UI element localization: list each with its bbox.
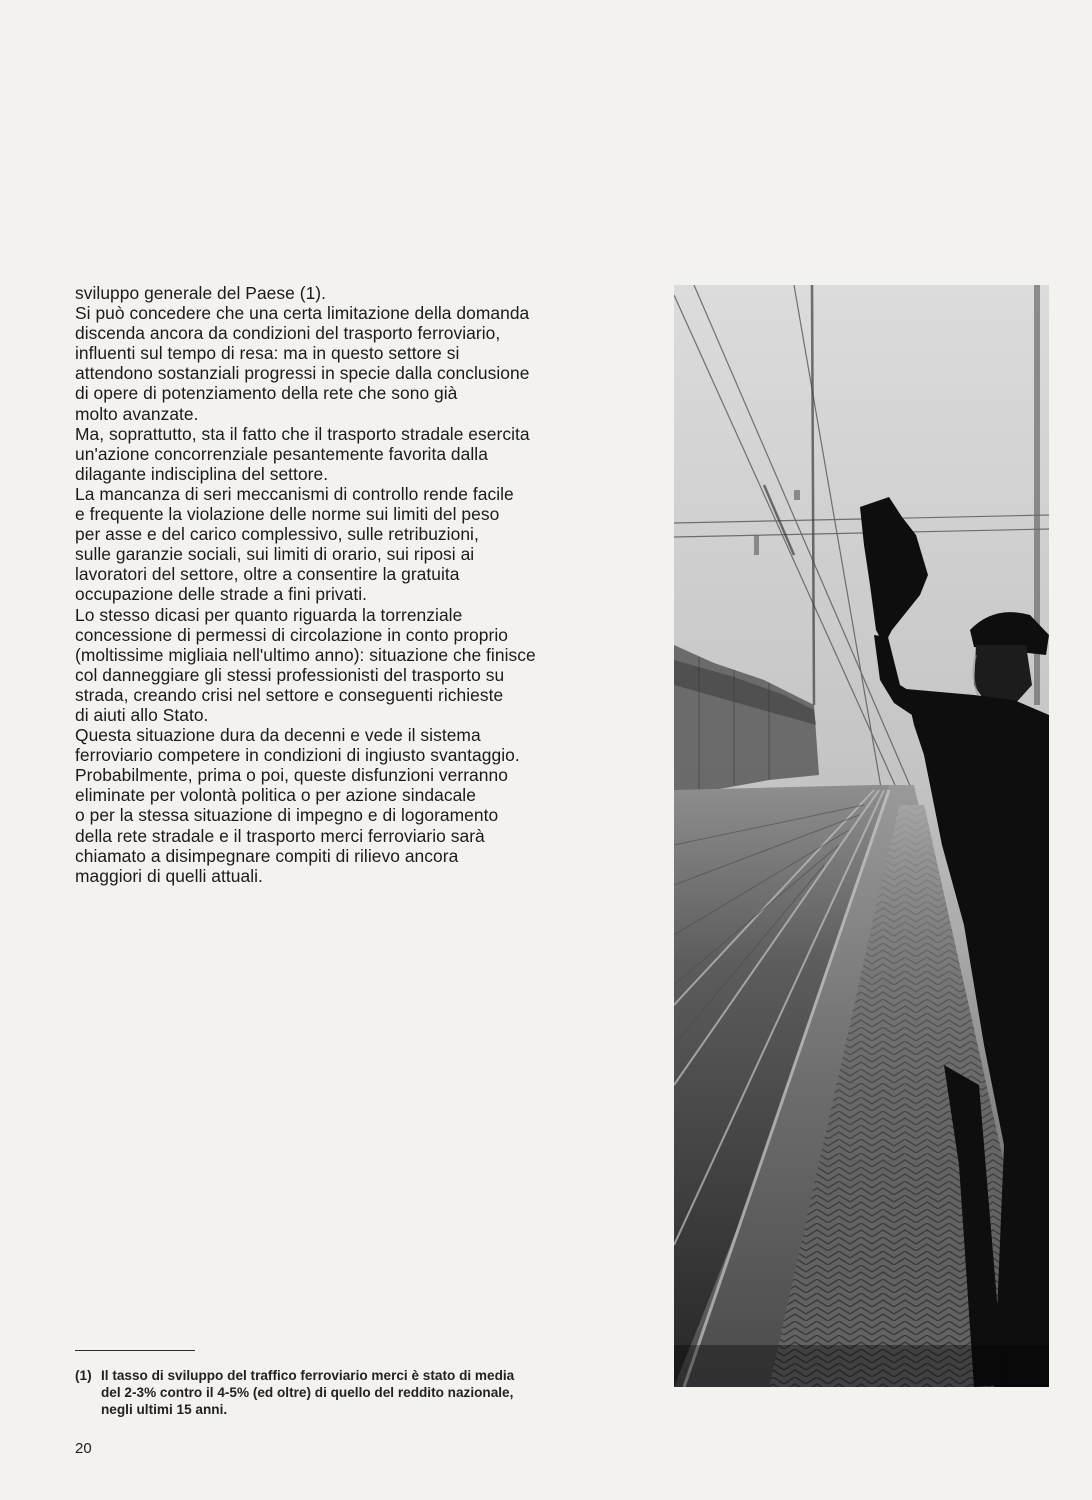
footnote-text: Il tasso di sviluppo del traffico ferroviario merci è stato di media — [101, 1368, 515, 1383]
body-line: Ma, soprattutto, sta il fatto che il trasporto stradale esercita — [75, 423, 530, 444]
body-line: col danneggiare gli stessi professionisti del trasporto su — [75, 664, 505, 685]
body-line: e frequente la violazione delle norme sui limiti del peso — [75, 504, 500, 525]
body-line: della rete stradale e il trasporto merci ferroviario sarà — [75, 825, 485, 846]
body-line: ferroviario competere in condizioni di ingiusto svantaggio. — [75, 745, 520, 766]
body-line: di opere di potenziamento della rete che sono già — [75, 383, 458, 404]
body-text — [75, 283, 620, 886]
page-number: 20 — [75, 1440, 92, 1457]
body-line: discenda ancora da condizioni del trasporto ferroviario, — [75, 323, 501, 344]
body-line: maggiori di quelli attuali. — [75, 865, 263, 886]
body-line: Lo stesso dicasi per quanto riguarda la torrenziale — [75, 604, 463, 625]
footnote — [75, 1367, 635, 1418]
body-line: Probabilmente, prima o poi, queste disfunzioni verranno — [75, 765, 508, 786]
railway-photo — [674, 285, 1049, 1387]
body-line: Questa situazione dura da decenni e vede il sistema — [75, 725, 481, 746]
body-line: sviluppo generale del Paese (1). — [75, 283, 327, 303]
body-line: La mancanza di seri meccanismi di controllo rende facile — [75, 483, 514, 504]
body-line: o per la stessa situazione di impegno e di logoramento — [75, 805, 499, 826]
body-line: (moltissime migliaia nell'ultimo anno): situazione che finisce — [75, 644, 536, 665]
footnote-rule — [75, 1350, 195, 1351]
body-line: strada, creando crisi nel settore e conseguenti richieste — [75, 684, 504, 705]
body-line: per asse e del carico complessivo, sulle retribuzioni, — [75, 524, 479, 545]
body-line: dilagante indisciplina del settore. — [75, 463, 329, 484]
body-line: attendono sostanziali progressi in specie dalla conclusione — [75, 363, 530, 384]
body-line: sulle garanzie sociali, sui limiti di orario, sui riposi ai — [75, 544, 475, 565]
body-line: chiamato a disimpegnare compiti di rilievo ancora — [75, 845, 459, 866]
body-line: lavoratori del settore, oltre a consentire la gratuita — [75, 564, 460, 585]
body-line: un'azione concorrenziale pesantemente favorita dalla — [75, 443, 488, 464]
body-line: Si può concedere che una certa limitazione della domanda — [75, 303, 530, 324]
body-line: molto avanzate. — [75, 403, 199, 424]
body-line: di aiuti allo Stato. — [75, 704, 209, 725]
footnote-marker: (1) — [75, 1368, 92, 1383]
railway-photo-illustration — [674, 285, 1049, 1387]
body-line: eliminate per volontà politica o per azione sindacale — [75, 785, 476, 806]
body-line: occupazione delle strade a fini privati. — [75, 584, 368, 605]
footnote-line — [75, 1367, 635, 1384]
body-line: concessione di permessi di circolazione in conto proprio — [75, 624, 508, 645]
footnote-line: negli ultimi 15 anni. — [101, 1402, 228, 1417]
body-line: influenti sul tempo di resa: ma in questo settore si — [75, 343, 460, 364]
footnote-line: del 2-3% contro il 4-5% (ed oltre) di quello del reddito nazionale, — [101, 1385, 514, 1400]
